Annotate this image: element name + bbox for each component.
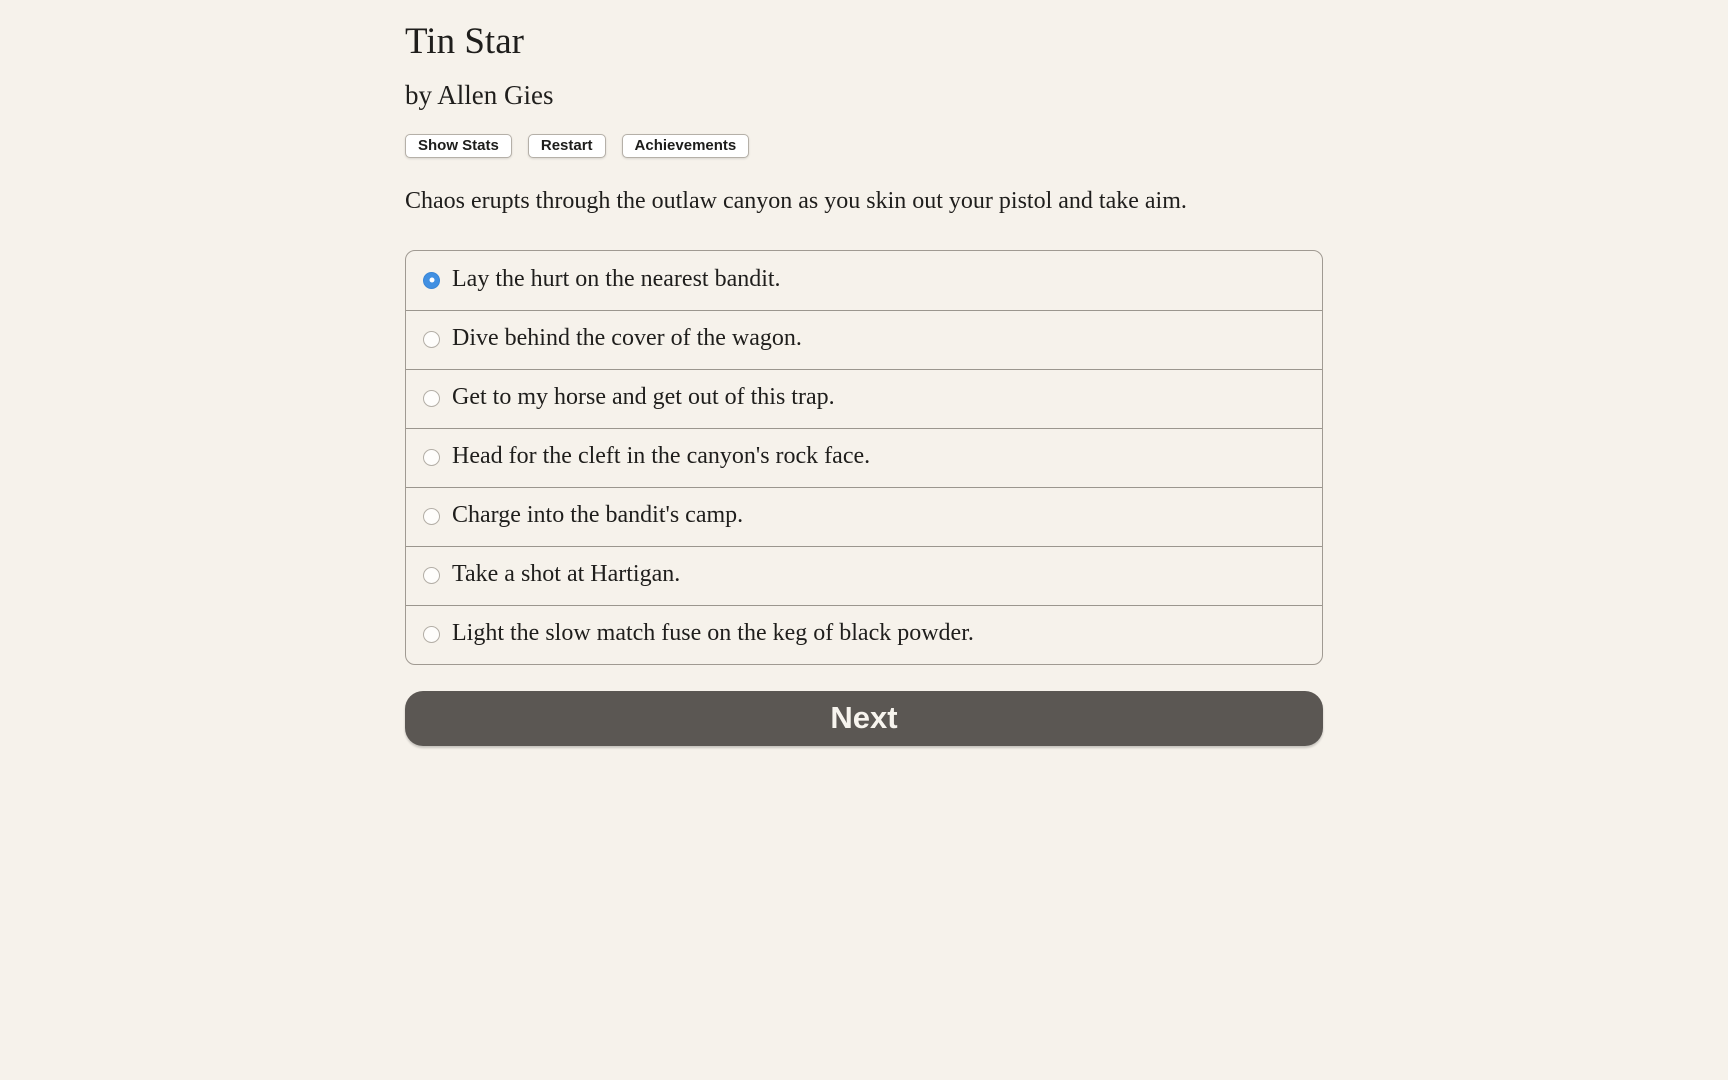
radio-icon bbox=[423, 272, 440, 289]
choice-option-label: Charge into the bandit's camp. bbox=[452, 502, 744, 529]
choice-option[interactable] bbox=[406, 310, 1322, 369]
page-title: Tin Star bbox=[405, 21, 524, 62]
restart-button[interactable]: Restart bbox=[528, 134, 606, 158]
radio-icon bbox=[423, 567, 440, 584]
choice-option-label: Get to my horse and get out of this trap. bbox=[452, 384, 835, 411]
choice-option-label: Dive behind the cover of the wagon. bbox=[452, 325, 802, 352]
choice-option[interactable] bbox=[406, 428, 1322, 487]
radio-icon bbox=[423, 508, 440, 525]
choice-option[interactable] bbox=[406, 487, 1322, 546]
choice-option[interactable] bbox=[406, 251, 1322, 310]
radio-icon bbox=[423, 626, 440, 643]
toolbar bbox=[405, 134, 1323, 158]
show-stats-button[interactable]: Show Stats bbox=[405, 134, 512, 158]
radio-icon bbox=[423, 390, 440, 407]
choice-option[interactable] bbox=[406, 546, 1322, 605]
radio-icon bbox=[423, 331, 440, 348]
choice-option[interactable] bbox=[406, 369, 1322, 428]
choice-option-label: Head for the cleft in the canyon's rock face. bbox=[452, 443, 871, 470]
choice-option-label: Take a shot at Hartigan. bbox=[452, 561, 681, 588]
author-byline: by Allen Gies bbox=[405, 79, 554, 110]
radio-icon bbox=[423, 449, 440, 466]
game-page bbox=[405, 0, 1323, 746]
choice-option-label: Lay the hurt on the nearest bandit. bbox=[452, 265, 781, 292]
achievements-button[interactable]: Achievements bbox=[622, 134, 750, 158]
next-button[interactable]: Next bbox=[405, 691, 1323, 746]
choice-option[interactable] bbox=[406, 605, 1322, 664]
story-text: Chaos erupts through the outlaw canyon as you skin out your pistol and take aim. bbox=[405, 188, 1187, 215]
choice-option-label: Light the slow match fuse on the keg of black powder. bbox=[452, 620, 974, 647]
choice-group bbox=[405, 250, 1323, 665]
